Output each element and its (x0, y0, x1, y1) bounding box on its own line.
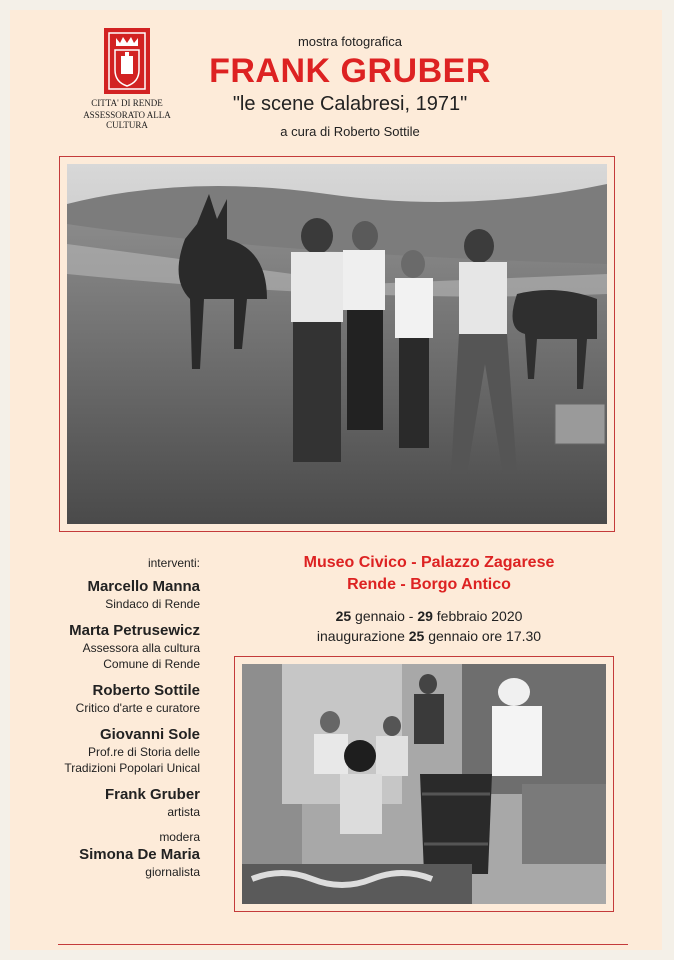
top-photo-frame (59, 156, 615, 532)
speaker-name: Giovanni Sole (99, 726, 200, 743)
opening-rest: gennaio ore 17.30 (424, 628, 542, 644)
poster (10, 10, 662, 950)
photo-hillside-men-mule (67, 164, 607, 524)
speakers-label: interventi: (147, 556, 200, 570)
exhibition-title: FRANK GRUBER (209, 52, 491, 90)
speaker-role: Assessora alla cultura (82, 641, 200, 655)
opening-date (244, 626, 614, 646)
speaker-role: Critico d'arte e curatore (75, 701, 200, 715)
speaker-name: Roberto Sottile (92, 682, 200, 699)
opening-day: 25 (408, 628, 425, 644)
top-photo (67, 164, 607, 524)
venue-location: Rende - Borgo Antico (347, 576, 511, 593)
exhibition-subtitle: "le scene Calabresi, 1971" (232, 93, 468, 115)
speaker-item (30, 726, 200, 776)
venue-block (244, 552, 614, 646)
speaker-item (30, 578, 200, 612)
exhibition-kicker: mostra fotografica (297, 34, 403, 49)
moderator-name: Simona De Maria (79, 846, 200, 863)
speaker-name: Marcello Manna (87, 578, 200, 595)
moderator-label: modera (159, 830, 200, 844)
photo-market-girl-barrel (242, 664, 606, 904)
speaker-item (30, 622, 200, 672)
speaker-item (30, 786, 200, 820)
speaker-name: Frank Gruber (104, 786, 200, 803)
city-department: ASSESSORATO ALLA CULTURA (83, 110, 171, 130)
curator-line: a cura di Roberto Sottile (280, 124, 420, 139)
exhibition-dates (244, 606, 614, 626)
speaker-role: Comune di Rende (103, 657, 200, 671)
bottom-photo-frame (234, 656, 614, 912)
bottom-photo (242, 664, 606, 904)
coat-of-arms-icon (102, 26, 152, 96)
city-name: CITTA' DI RENDE (91, 98, 163, 108)
speaker-name: Marta Petrusewicz (69, 622, 200, 639)
date-to-day: 29 (417, 608, 433, 624)
bottom-rule (58, 944, 628, 945)
venue-name: Museo Civico - Palazzo Zagarese (303, 554, 555, 571)
speaker-role: Tradizioni Popolari Unical (64, 761, 200, 775)
speaker-role: Sindaco di Rende (105, 597, 200, 611)
speaker-role: Prof.re di Storia delle (87, 745, 200, 759)
moderator-role: giornalista (145, 865, 200, 879)
speakers-list (30, 556, 200, 890)
date-from-rest: gennaio - (351, 608, 418, 624)
speaker-role: artista (167, 805, 200, 819)
city-logo (72, 26, 182, 130)
header (170, 34, 530, 139)
opening-prefix: inaugurazione (316, 628, 409, 644)
date-to-rest: febbraio 2020 (432, 608, 523, 624)
moderator-item (30, 830, 200, 880)
date-from-day: 25 (335, 608, 352, 624)
speaker-item (30, 682, 200, 716)
